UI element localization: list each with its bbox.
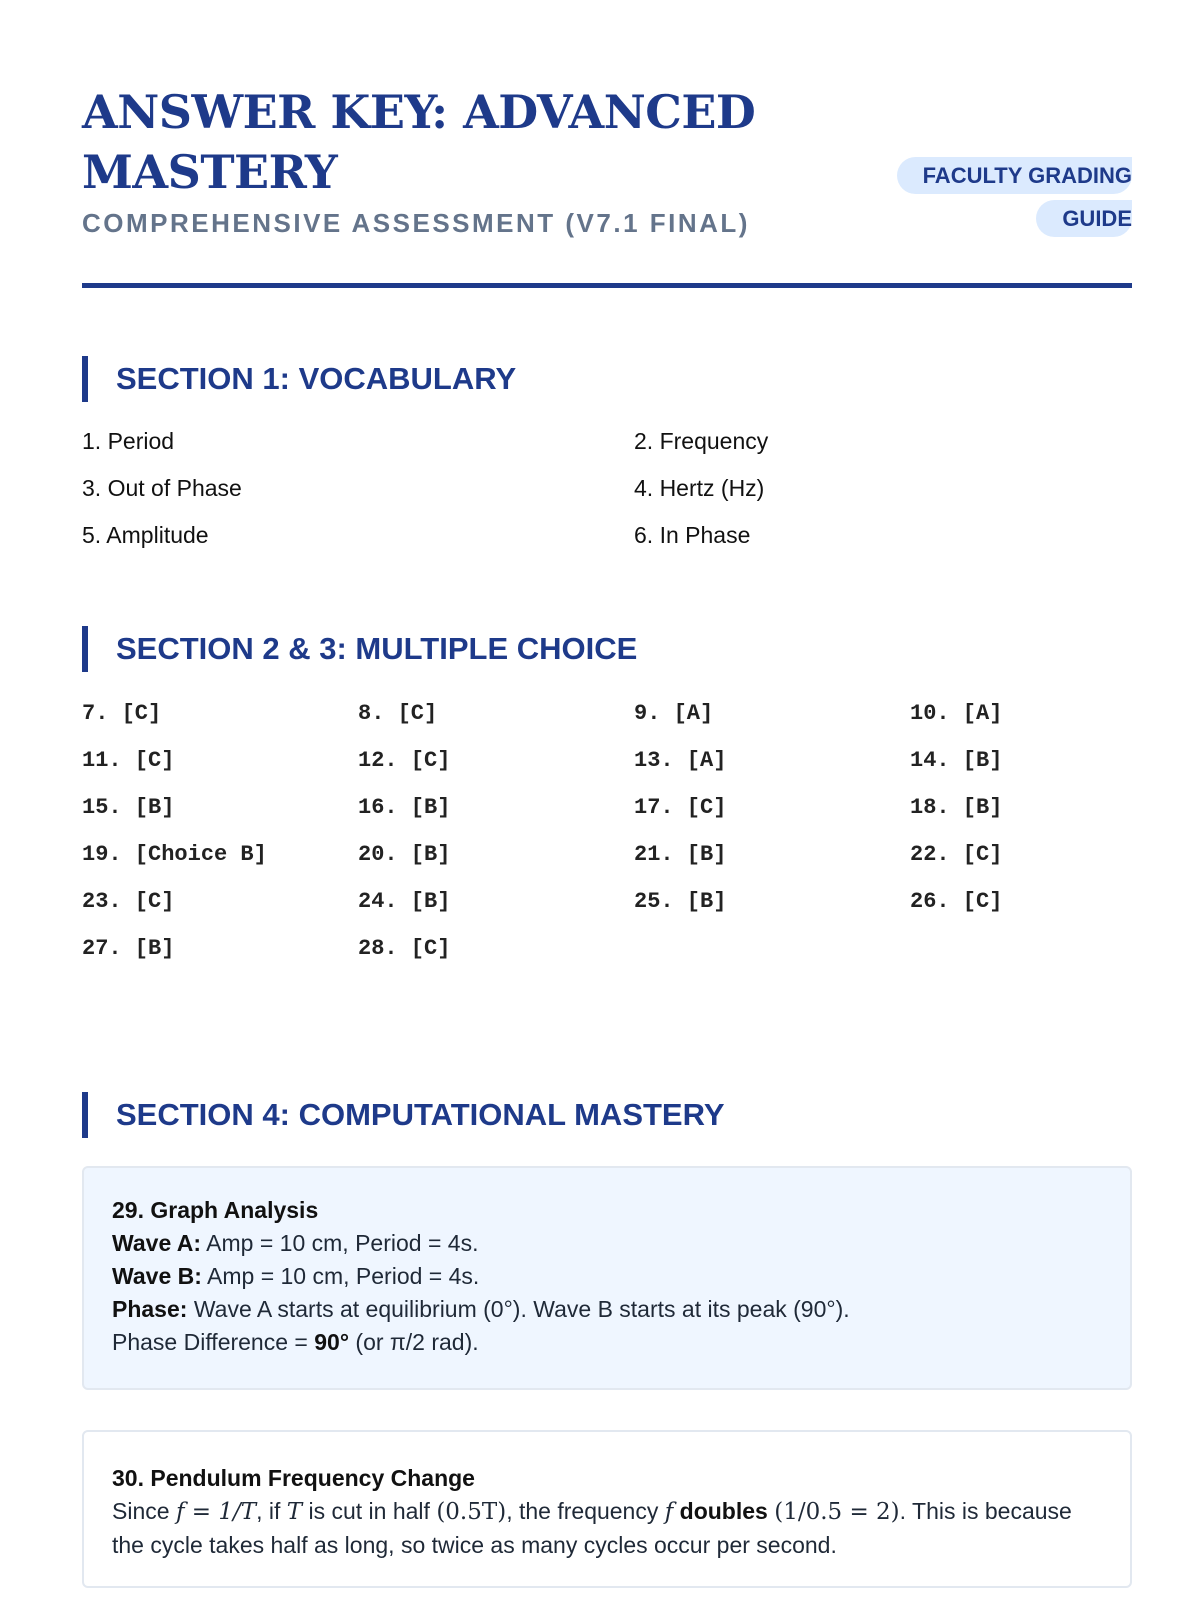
mc-answer: 13. [A] — [634, 748, 727, 773]
section-heading-multiple-choice: SECTION 2 & 3: MULTIPLE CHOICE — [82, 626, 637, 672]
vocab-answer: 2. Frequency — [634, 428, 769, 454]
math: T — [286, 1499, 303, 1525]
vocabulary-answers — [82, 428, 1132, 549]
mc-answer: 18. [B] — [910, 795, 1003, 820]
value: Wave A starts at equilibrium (0°). Wave B starts at its peak (90°). — [187, 1296, 850, 1322]
mc-answer: 17. [C] — [634, 795, 727, 820]
vocab-answer: 6. In Phase — [634, 522, 751, 548]
multiple-choice-answers — [82, 700, 1186, 963]
value: Amp = 10 cm, Period = 4s. — [201, 1230, 479, 1256]
q29-wave-a — [112, 1227, 1102, 1260]
value: 90° — [314, 1329, 350, 1355]
section-heading-vocabulary: SECTION 1: VOCABULARY — [82, 356, 516, 402]
mc-answer: 24. [B] — [358, 889, 451, 914]
mc-answer: 20. [B] — [358, 842, 451, 867]
mc-answer: 8. [C] — [358, 701, 438, 726]
faculty-badge: FACULTY GRADING GUIDE — [897, 157, 1132, 237]
label: Wave A: — [112, 1230, 202, 1256]
text: Phase Difference = — [112, 1329, 315, 1355]
label: Wave B: — [112, 1263, 202, 1289]
page-title: ANSWER KEY: ADVANCED MASTERY — [82, 85, 756, 199]
vocab-answer: 3. Out of Phase — [82, 475, 242, 501]
section-heading-computational: SECTION 4: COMPUTATIONAL MASTERY — [82, 1092, 725, 1138]
emphasis: doubles — [679, 1498, 768, 1524]
mc-answer: 25. [B] — [634, 889, 727, 914]
q29-phase — [112, 1293, 1102, 1326]
mc-answer: 12. [C] — [358, 748, 451, 773]
question-30-card — [82, 1430, 1132, 1588]
math: (1/0.5 = 2) — [774, 1499, 900, 1525]
page-subtitle: COMPREHENSIVE ASSESSMENT (V7.1 FINAL) — [82, 208, 750, 238]
q30-title: 30. Pendulum Frequency Change — [112, 1465, 475, 1491]
text: . This is because the cycle takes half as long, so twice as many cycles occur per second. — [112, 1498, 1072, 1558]
math: f — [664, 1499, 674, 1525]
text: , the frequency — [506, 1498, 665, 1524]
mc-answer: 16. [B] — [358, 795, 451, 820]
mc-answer: 26. [C] — [910, 889, 1003, 914]
mc-answer: 22. [C] — [910, 842, 1003, 867]
text: (or π/2 rad). — [349, 1329, 479, 1355]
q29-wave-b — [112, 1260, 1102, 1293]
badge-container — [882, 156, 1132, 242]
mc-answer: 21. [B] — [634, 842, 727, 867]
mc-answer: 11. [C] — [82, 748, 175, 773]
label: Phase: — [112, 1296, 188, 1322]
q30-explanation — [112, 1495, 1102, 1562]
math: (0.5T) — [436, 1499, 507, 1525]
mc-answer: 14. [B] — [910, 748, 1003, 773]
text: Since — [112, 1498, 176, 1524]
math: f = 1/T — [175, 1499, 257, 1525]
text: is cut in half — [302, 1498, 437, 1524]
q29-title: 29. Graph Analysis — [112, 1197, 319, 1223]
text: , if — [256, 1498, 287, 1524]
vocab-answer: 4. Hertz (Hz) — [634, 475, 765, 501]
mc-answer: 27. [B] — [82, 936, 175, 961]
vocab-answer: 1. Period — [82, 428, 175, 454]
mc-answer: 7. [C] — [82, 701, 162, 726]
mc-answer: 23. [C] — [82, 889, 175, 914]
q29-difference — [112, 1326, 1102, 1359]
mc-answer: 19. [Choice B] — [82, 842, 267, 867]
mc-answer: 10. [A] — [910, 701, 1003, 726]
mc-answer: 28. [C] — [358, 936, 451, 961]
question-29-card — [82, 1166, 1132, 1390]
mc-answer: 9. [A] — [634, 701, 714, 726]
header-divider — [82, 283, 1132, 288]
value: Amp = 10 cm, Period = 4s. — [201, 1263, 480, 1289]
vocab-answer: 5. Amplitude — [82, 522, 209, 548]
mc-answer: 15. [B] — [82, 795, 175, 820]
